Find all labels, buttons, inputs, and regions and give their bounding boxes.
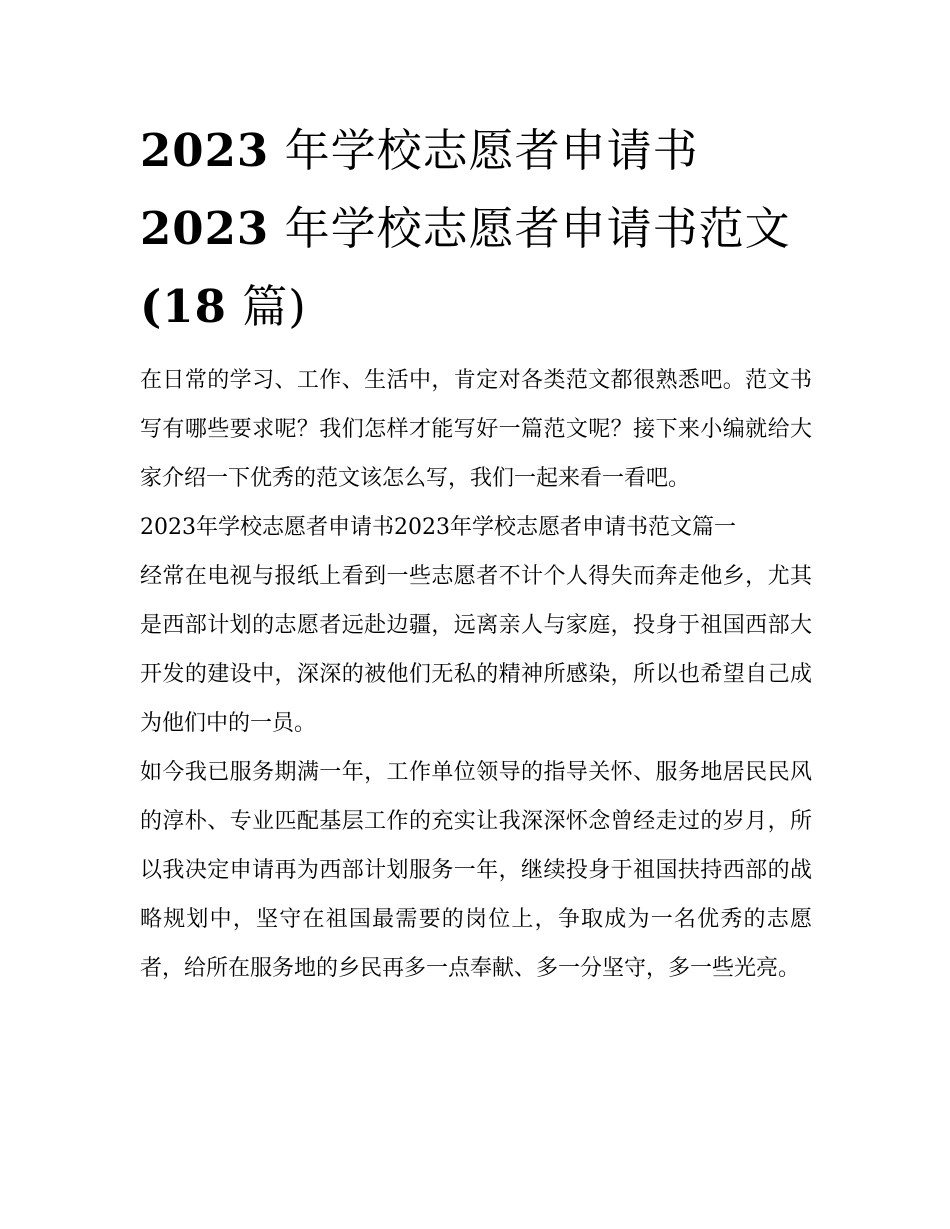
title-line-1-number: 2023 xyxy=(140,124,270,177)
title-line-1 xyxy=(140,112,812,190)
intro-paragraph: 在日常的学习、工作、生活中，肯定对各类范文都很熟悉吧。范文书写有哪些要求呢？我们怎样才能写好一篇范文呢？接下来小编就给大家介绍一下优秀的范文该怎么写，我们一起来看一看吧。 xyxy=(140,368,812,491)
title-line-2-text: 年学校志愿者申请书范文 xyxy=(284,202,791,255)
title-line-2 xyxy=(140,190,812,268)
section-heading-paragraph: 2023年学校志愿者申请书2023年学校志愿者申请书范文篇一 xyxy=(140,515,736,540)
document-body xyxy=(140,356,812,993)
title-line-2-number: 2023 xyxy=(140,202,270,255)
title-line-3 xyxy=(140,268,812,346)
title-line-1-text: 年学校志愿者申请书 xyxy=(284,124,699,177)
body-paragraph-2: 如今我已服务期满一年，工作单位领导的指导关怀、服务地居民民风的淳朴、专业匹配基层工作的充实让我深深怀念曾经走过的岁月，所以我决定申请再为西部计划服务一年，继续投身于祖国扶持西部的战略规划中，坚守在祖国最需要的岗位上，争取成为一名优秀的志愿者，给所在服务地的乡民再多一点奉献、多一分坚守，多一些光亮。 xyxy=(140,760,812,981)
body-paragraph-1: 经常在电视与报纸上看到一些志愿者不计个人得失而奔走他乡，尤其是西部计划的志愿者远赴边疆，远离亲人与家庭，投身于祖国西部大开发的建设中，深深的被他们无私的精神所感染，所以也希望自己成为他们中的一员。 xyxy=(140,564,812,736)
document-title xyxy=(140,112,812,346)
title-line-3-text: 篇) xyxy=(242,280,307,333)
title-line-3-number: (18 xyxy=(140,280,227,333)
document-page xyxy=(140,112,812,993)
